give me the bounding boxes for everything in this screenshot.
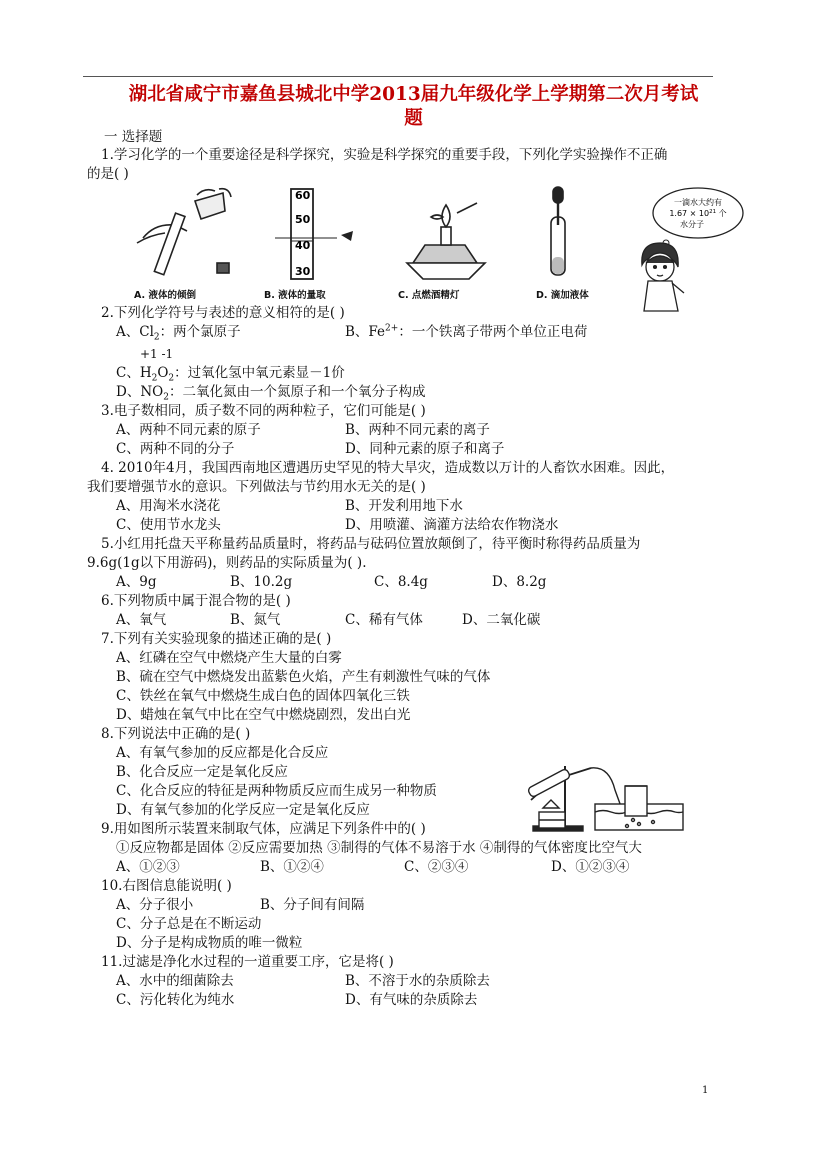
q8-option-d: D、有氧气参加的化学反应一定是氧化反应: [116, 802, 370, 818]
q11-option-b: B、不溶于水的杂质除去: [345, 973, 490, 989]
caption-c: C. 点燃酒精灯: [398, 290, 460, 301]
q5-option-a: A、9g: [116, 574, 157, 590]
q9-stem: 9.用如图所示装置来制取气体，应满足下列条件中的( ): [101, 821, 426, 837]
q7-stem: 7.下列有关实验现象的描述正确的是( ): [101, 631, 332, 647]
q1-stem-cont: 的是( ): [87, 166, 129, 182]
dropper-figure: [551, 187, 565, 275]
q7-option-a: A、红磷在空气中燃烧产生大量的白雾: [116, 650, 342, 666]
q4-option-c: C、使用节水龙头: [116, 517, 221, 533]
q9-option-c: C、②③④: [404, 859, 469, 875]
q6-stem: 6.下列物质中属于混合物的是( ): [101, 593, 291, 609]
q3-option-a: A、两种不同元素的原子: [116, 422, 261, 438]
q7-option-c: C、铁丝在氧气中燃烧生成白色的固体四氧化三铁: [116, 688, 410, 704]
q5-option-b: B、10.2g: [230, 574, 293, 590]
bubble-line-1: 一滴水大约有: [674, 198, 722, 207]
q2-option-d: D、$NO_2$：二氧化氮由一个氮原子和一个氧分子构成: [116, 384, 426, 403]
q3-stem: 3.电子数相同，质子数不同的两种粒子，它们可能是( ): [101, 403, 426, 419]
q10-option-c: C、分子总是在不断运动: [116, 916, 262, 932]
q4-stem: 4. 2010年4月，我国西南地区遭遇历史罕见的特大旱灾，造成数以万计的人畜饮水困难。因此，: [101, 460, 675, 476]
q11-option-c: C、污化转化为纯水: [116, 992, 235, 1008]
q7-option-b: B、硫在空气中燃烧发出蓝紫色火焰，产生有刺激性气味的气体: [116, 669, 491, 685]
q10-stem: 10.右图信息能说明( ): [101, 878, 232, 894]
bubble-line-3: 水分子: [680, 220, 704, 229]
q6-option-a: A、氧气: [116, 612, 167, 628]
q2-stem: 2.下列化学符号与表述的意义相符的是( ): [101, 305, 345, 321]
q10-option-d: D、分子是构成物质的唯一微粒: [116, 935, 303, 951]
q2-option-a: A、$Cl_2$：两个氯原子: [116, 324, 241, 343]
scale-label-30: 30: [295, 265, 311, 278]
q4-stem-cont: 我们要增强节水的意识。下列做法与节约用水无关的是( ): [87, 479, 426, 495]
bubble-line-2: $1.67 \times 10^{21}$ 个: [669, 209, 727, 218]
q4-option-a: A、用淘米水浇花: [116, 498, 221, 514]
caption-b: B. 液体的量取: [264, 290, 326, 301]
q3-option-d: D、同种元素的原子和离子: [345, 441, 505, 457]
scale-label-60: 60: [295, 189, 311, 202]
q5-stem: 5.小红用托盘天平称量药品质量时，将药品与砝码位置放颠倒了，待平衡时称得药品质量为: [101, 536, 641, 552]
q8-stem: 8.下列说法中正确的是( ): [101, 726, 251, 742]
q9-option-d: D、①②③④: [551, 859, 630, 875]
scale-label-50: 50: [295, 213, 311, 226]
q8-option-c: C、化合反应的特征是两种物质反应而生成另一种物质: [116, 783, 437, 799]
caption-a: A. 液体的倾倒: [134, 290, 196, 301]
gas-collection-apparatus: [523, 760, 713, 835]
document-title: 湖北省咸宁市嘉鱼县城北中学2013届九年级化学上学期第二次月考试: [128, 84, 699, 105]
section-heading: 一 选择题: [104, 129, 163, 145]
q8-option-a: A、有氧气参加的反应都是化合反应: [116, 745, 329, 761]
q10-option-a: A、分子很小: [116, 897, 194, 913]
graduated-cylinder-figure: [275, 189, 353, 279]
girl-figure: [642, 243, 684, 311]
q10-option-b: B、分子间有间隔: [260, 897, 365, 913]
header-rule: [83, 76, 713, 77]
page-number: 1: [702, 1085, 709, 1096]
q1-stem: 1.学习化学的一个重要途径是科学探究，实验是科学探究的重要手段，下列化学实验操作不正确: [101, 147, 668, 163]
water-molecule-illustration: [630, 183, 746, 313]
q2-valence-marks: +1 -1: [140, 347, 174, 361]
q9-option-a: A、①②③: [116, 859, 180, 875]
q4-option-b: B、开发利用地下水: [345, 498, 463, 514]
q7-option-d: D、蜡烛在氧气中比在空气中燃烧剧烈，发出白光: [116, 707, 411, 723]
q1-lab-illustration: [125, 183, 625, 285]
q11-option-a: A、水中的细菌除去: [116, 973, 234, 989]
q5-option-d: D、8.2g: [492, 574, 547, 590]
alcohol-lamp-figure: [407, 203, 485, 279]
document-title-continued: 题: [404, 108, 423, 129]
q4-option-d: D、用喷灌、滴灌方法给农作物浇水: [345, 517, 559, 533]
q3-option-b: B、两种不同元素的离子: [345, 422, 490, 438]
q3-option-c: C、两种不同的分子: [116, 441, 235, 457]
q8-option-b: B、化合反应一定是氧化反应: [116, 764, 288, 780]
caption-d: D. 滴加液体: [536, 290, 589, 301]
q11-option-d: D、有气味的杂质除去: [345, 992, 478, 1008]
q5-option-c: C、8.4g: [374, 574, 428, 590]
q2-option-b: B、$Fe^{2+}$：一个铁离子带两个单位正电荷: [345, 323, 588, 340]
q5-stem-cont: 9.6g(1g以下用游码)，则药品的实际质量为( ).: [87, 555, 367, 571]
scale-label-40: 40: [295, 239, 311, 252]
q6-option-b: B、氮气: [230, 612, 281, 628]
q9-option-b: B、①②④: [260, 859, 324, 875]
q2-option-c: C、$H_2O_2$：过氧化氢中氧元素显－1价: [116, 365, 345, 384]
pouring-liquid-figure: [137, 189, 231, 275]
q11-stem: 11.过滤是净化水过程的一道重要工序，它是将( ): [101, 954, 394, 970]
q6-option-c: C、稀有气体: [345, 612, 423, 628]
q9-conditions: ①反应物都是固体 ②反应需要加热 ③制得的气体不易溶于水 ④制得的气体密度比空气大: [116, 840, 642, 856]
q6-option-d: D、二氧化碳: [462, 612, 541, 628]
